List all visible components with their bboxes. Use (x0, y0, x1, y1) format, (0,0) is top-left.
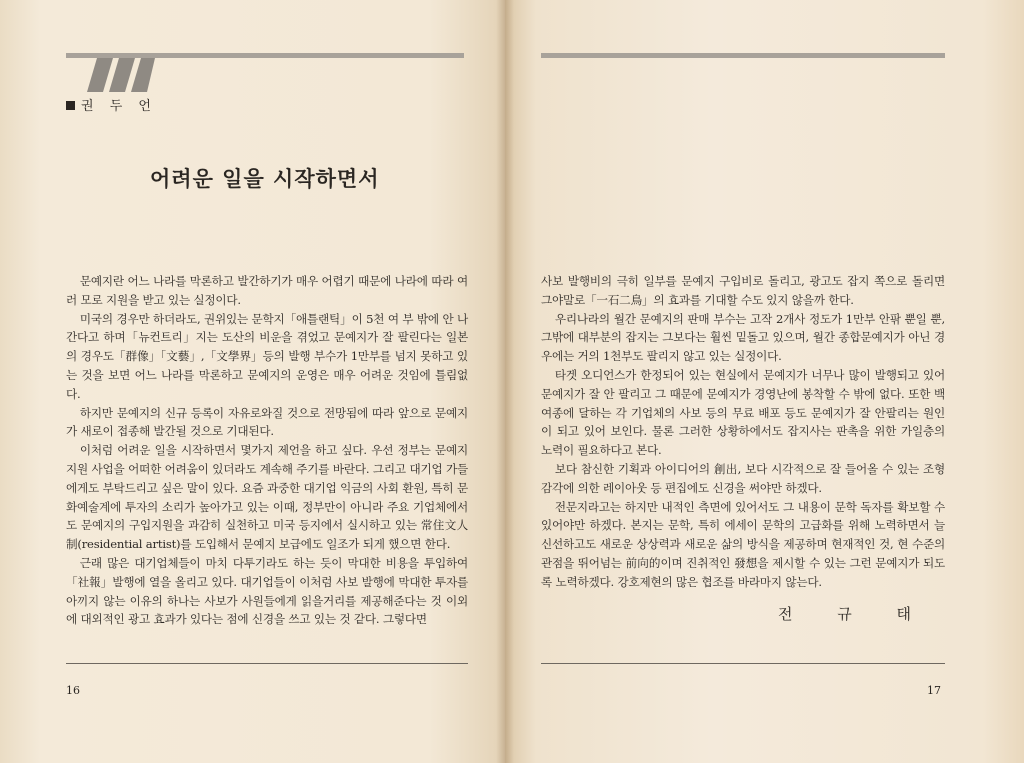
paragraph: 미국의 경우만 하더라도, 권위있는 문학지「애틀랜틱」이 5천 여 부 밖에 안 나간다고 하며「뉴컨트리」지는 도산의 비운을 겪었고 문예지가 잘 팔린다는 일본의 경우도「群像」「文藝」,「文學界」등의 발행 부수가 1만부를 넘지 못하고 있는 것을 보면 어느 나라를 막론하고 문예지의 운영은 매우 어려운 것임에 틀림없다. (66, 311, 468, 401)
right-page (505, 0, 1024, 763)
page-number: 16 (66, 684, 80, 697)
right-body (541, 272, 945, 592)
paragraph: 하지만 문예지의 신규 등록이 자유로와질 것으로 전망됨에 따라 앞으로 문예지가 새로이 접종해 발간될 것으로 기대된다. (66, 405, 468, 439)
section-label-text: 권 두 언 (81, 99, 157, 114)
left-page (0, 0, 505, 763)
paragraph: 사보 발행비의 극히 일부를 문예지 구입비로 돌리고, 광고도 잡지 쪽으로 돌리면 그야말로「一石二鳥」의 효과를 기대할 수도 있지 않을까 한다. (541, 274, 945, 307)
author-name: 전 규 태 (778, 605, 932, 623)
paragraph: 근래 많은 대기업체들이 마치 다투기라도 하는 듯이 막대한 비용을 투입하여「社報」발행에 열을 올리고 있다. 대기업들이 이처럼 사보 발행에 막대한 투자를 아끼지 않는 이유의 하나는 사보가 사원들에게 읽을거리를 제공해준다는 것 이외에 대외적인 광고 효과가 있다는 점에 신경을 쓰고 있는 것 같다. 그렇다면 (66, 555, 468, 627)
square-bullet-icon (66, 101, 75, 110)
paragraph: 이처럼 어려운 일을 시작하면서 몇가지 제언을 하고 싶다. 우선 정부는 문예지 지원 사업을 어떠한 어려움이 있더라도 계속해 주기를 바란다. 그리고 대기업 가들에게도 부탁드리고 싶은 말이 있다. 요즘 과중한 대기업 익금의 사회 환원, 특히 문화예술계에 투자의 소리가 높아가고 있는 이때, 정부만이 아니라 주요 기업체에서도 문예지의 구입지원을 과감히 실천하고 미국 등지에서 실시하고 있는 常住文人制(residential artist)를 도입해서 문예지 보급에도 일조가 되게 했으면 한다. (66, 443, 468, 552)
paragraph: 문예지란 어느 나라를 막론하고 발간하기가 매우 어렵기 때문에 나라에 따라 여러 모로 지원을 받고 있는 실정이다. (66, 274, 468, 307)
bottom-rule (541, 663, 945, 664)
left-body (66, 272, 468, 629)
article-title: 어려운 일을 시작하면서 (150, 167, 380, 191)
paragraph: 전문지라고는 하지만 내적인 측면에 있어서도 그 내용이 문학 독자를 확보할 수 있어야만 하겠다. 본지는 문학, 특히 에세이 문학의 고급화를 위해 노력하면서 늘 신선하고도 새로운 상상력과 새로운 삶의 방식을 제공하며 현재적인 것, 현 수준의 관점을 뛰어넘는 前向的이며 진취적인 發想을 제시할 수 있는 그런 문예지가 되도록 노력하겠다. 강호제현의 많은 협조를 바라마지 않는다. (541, 499, 945, 589)
section-label (66, 95, 157, 114)
book-gutter (496, 0, 514, 763)
paragraph: 우리나라의 월간 문예지의 판매 부수는 고작 2개사 정도가 1만부 안팎 뿐일 뿐, 그밖에 대부분의 잡지는 그보다는 훨씬 밑돌고 있으며, 월간 종합문예지가 아닌 경우에는 거의 1천부도 팔리지 않고 있는 실정이다. (541, 311, 945, 364)
top-rule (541, 53, 945, 58)
paragraph: 보다 참신한 기획과 아이디어의 創出, 보다 시각적으로 잘 들어올 수 있는 조형 감각에 의한 레이아웃 등 편집에도 신경을 써야만 하겠다. (541, 461, 945, 495)
section-emblem-icon (85, 58, 155, 92)
bottom-rule (66, 663, 468, 664)
page-number: 17 (927, 684, 941, 697)
paragraph: 타겟 오디언스가 한정되어 있는 현실에서 문예지가 너무나 많이 발행되고 있어 문예지가 잘 안 팔리고 그 때문에 문예지가 경영난에 봉착할 수 밖에 없다. 또한 백여종에 달하는 각 기업체의 사보 등의 무료 배포 등도 문예지가 잘 안팔리는 원인이 되고 있어 보인다. 물론 그러한 상황하에서도 잡지사는 판촉을 위한 가일층의 노력이 필요하다고 본다. (541, 367, 945, 458)
